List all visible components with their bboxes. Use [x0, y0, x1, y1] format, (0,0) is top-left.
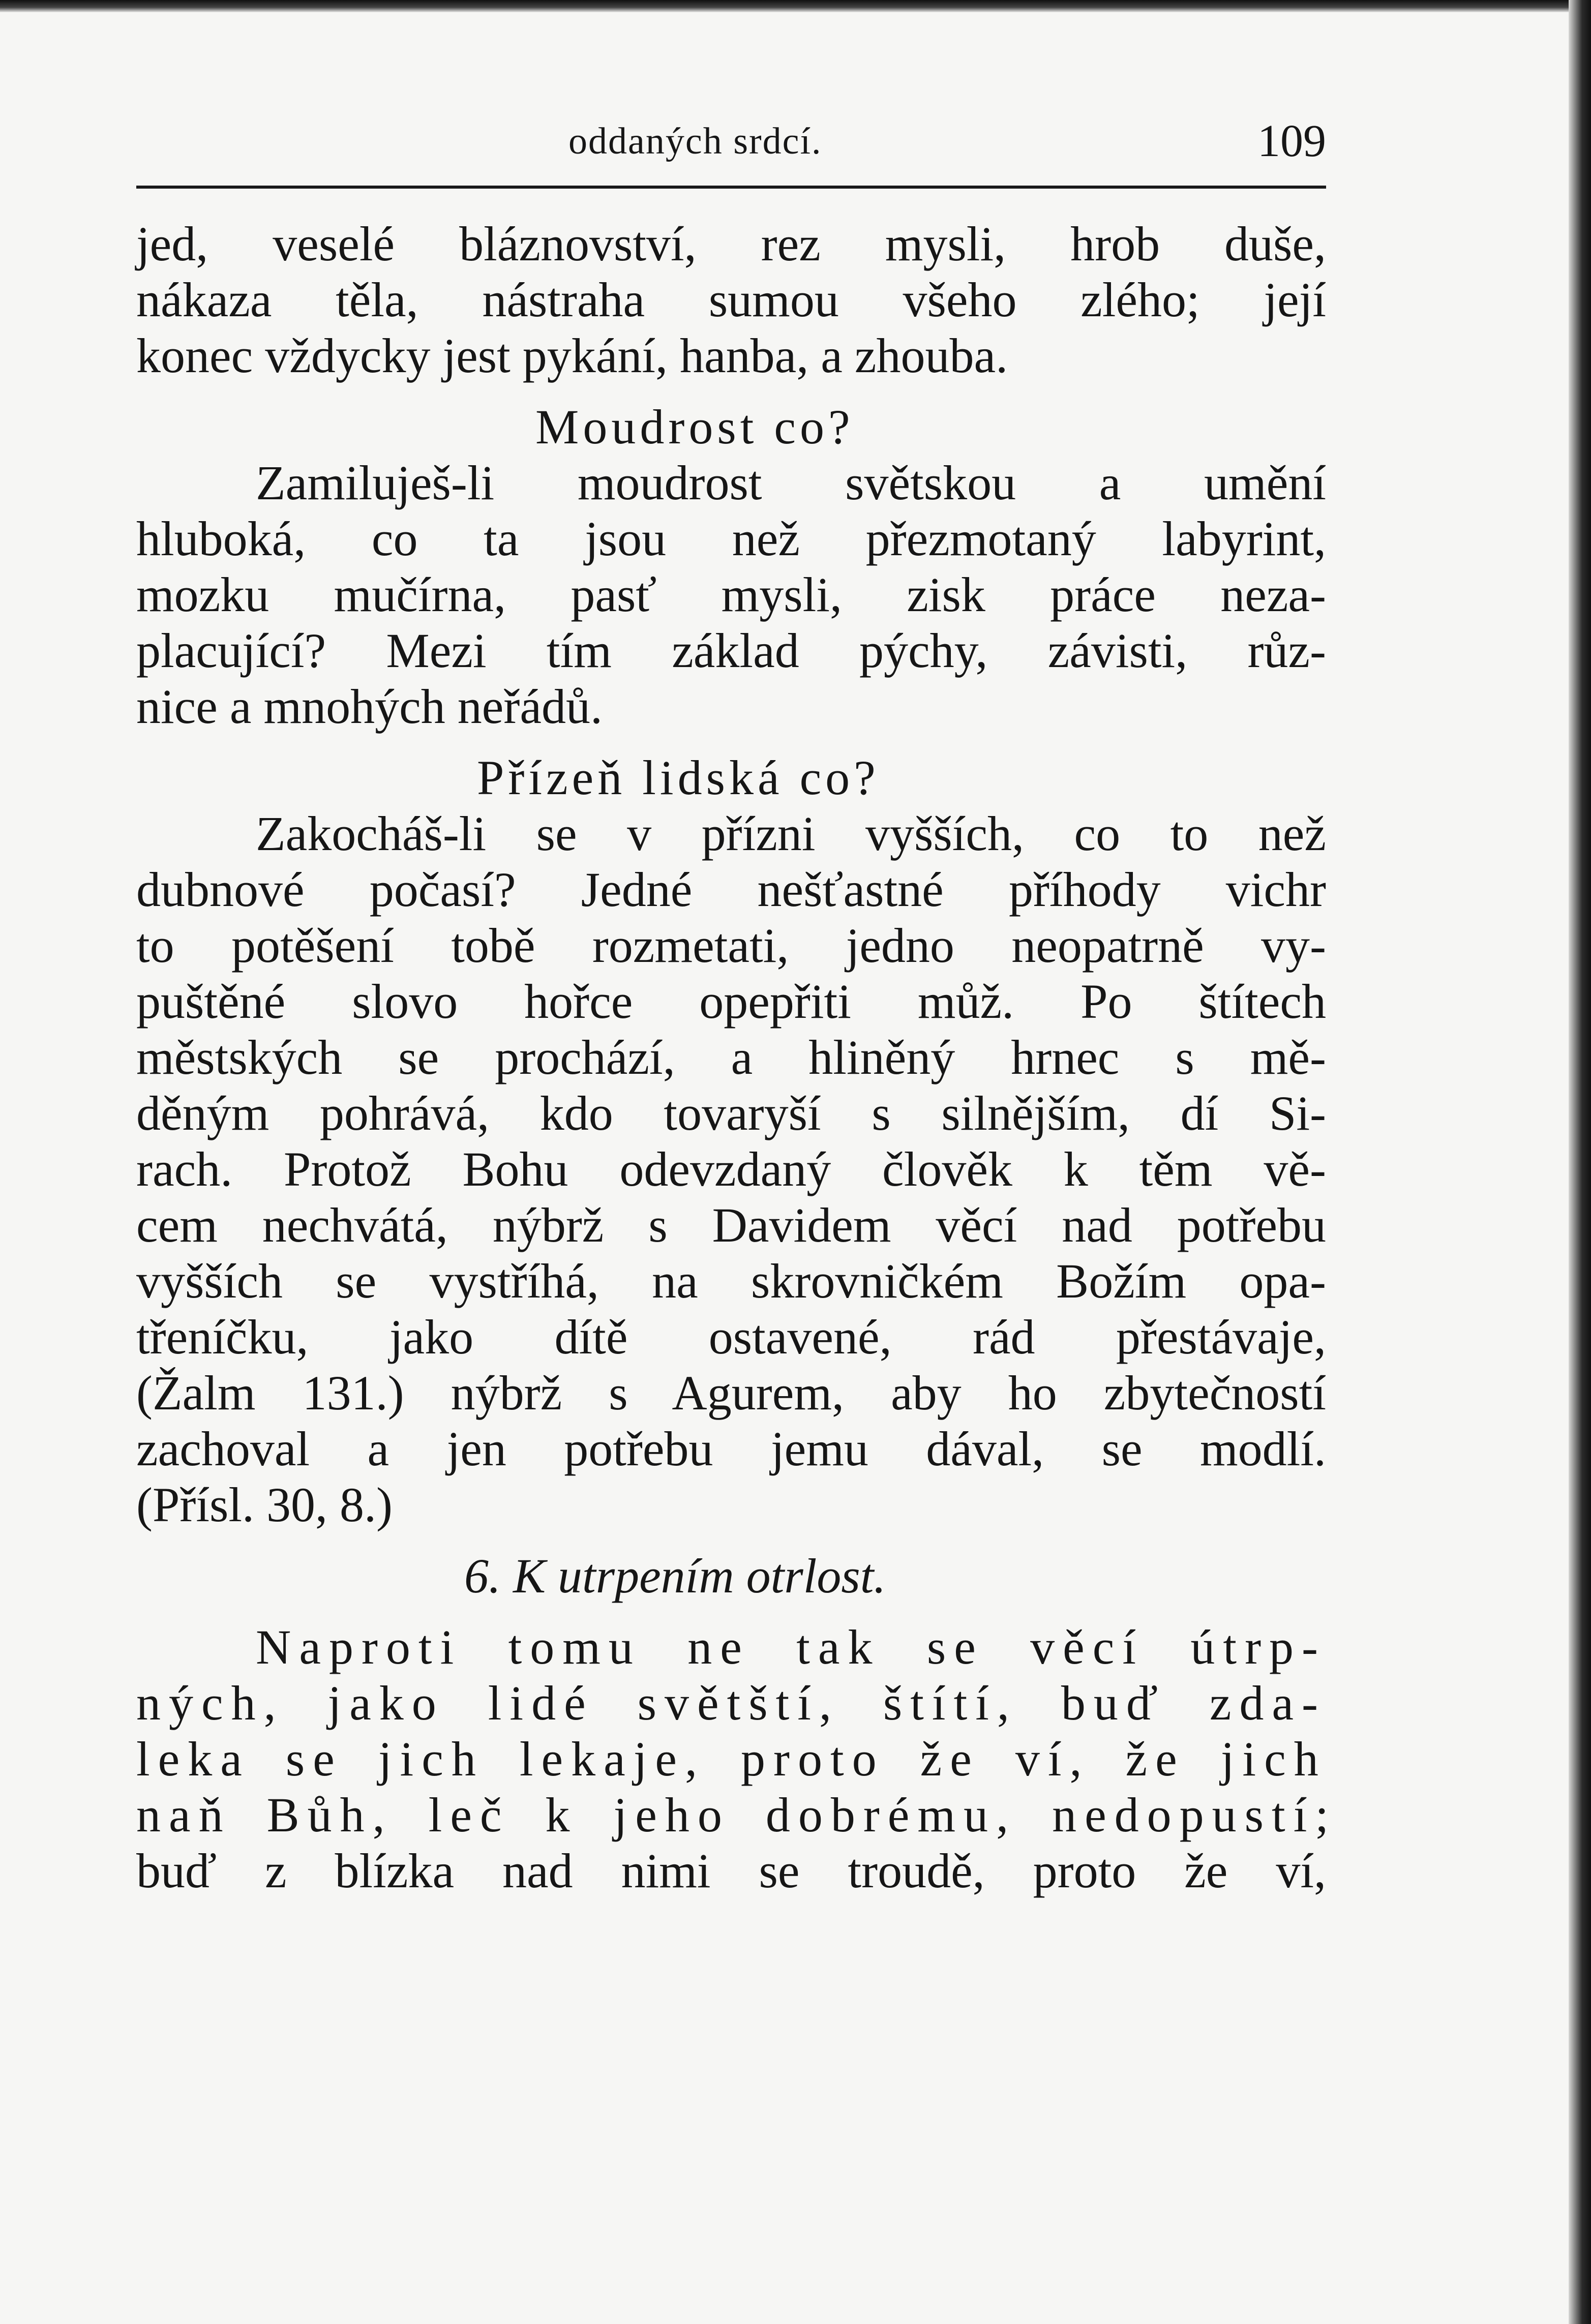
- text-line: to potěšení tobě rozmetati, jedno neopatrně vy-: [136, 918, 1326, 973]
- text-line: (Přísl. 30, 8.): [136, 1477, 393, 1532]
- chapter-heading-6: 6. K utrpením otrlost.: [464, 1549, 886, 1603]
- text-line: mozku mučírna, pasť mysli, zisk práce neza-: [136, 567, 1326, 622]
- running-head: oddaných srdcí.: [568, 120, 822, 162]
- text-line: Zamiluješ-li moudrost světskou a umění: [256, 456, 1326, 510]
- text-line: placující? Mezi tím základ pýchy, závisti, růz-: [136, 623, 1326, 678]
- text-line: třeníčku, jako dítě ostavené, rád přestávaje,: [136, 1310, 1326, 1364]
- text-line: zachoval a jen potřebu jemu dával, se modlí.: [136, 1422, 1326, 1476]
- text-line: vyšších se vystříhá, na skrovničkém Božím opa-: [136, 1254, 1326, 1308]
- section-heading-moudrost: Moudrost co?: [535, 400, 854, 454]
- text-line: (Žalm 131.) nýbrž s Agurem, aby ho zbytečností: [136, 1366, 1326, 1420]
- text-line: Zakocháš-li se v přízni vyšších, co to než: [256, 806, 1326, 861]
- header-rule: [136, 186, 1326, 189]
- text-line: nice a mnohých neřádů.: [136, 679, 603, 734]
- text-line: puštěné slovo hořce opepřiti můž. Po štítech: [136, 974, 1326, 1029]
- text-line: jed, veselé bláznovství, rez mysli, hrob duše,: [136, 217, 1326, 271]
- text-line: buď z blízka nad nimi se troudě, proto že ví,: [136, 1844, 1326, 1898]
- text-line: dubnové počasí? Jedné nešťastné příhody vichr: [136, 862, 1326, 917]
- scan-edge-top: [0, 0, 1591, 12]
- body-text: [136, 216, 1337, 1899]
- text-line: děným pohrává, kdo tovaryší s silnějším, dí Si-: [136, 1086, 1326, 1140]
- text-line: naň Bůh, leč k jeho dobrému, nedopustí;: [136, 1788, 1337, 1842]
- text-line: konec vždycky jest pykání, hanba, a zhouba.: [136, 328, 1008, 383]
- section-heading-prizen: Přízeň lidská co?: [477, 750, 880, 805]
- scan-edge-right: [1569, 0, 1591, 2324]
- page-header: [136, 111, 1326, 167]
- text-line: leka se jich lekaje, proto že ví, že jich: [136, 1732, 1327, 1786]
- text-line: Naproti tomu ne tak se věcí útrp-: [256, 1620, 1326, 1674]
- text-line: městských se prochází, a hliněný hrnec s mě-: [136, 1030, 1326, 1084]
- text-line: nákaza těla, nástraha sumou všeho zlého; její: [136, 273, 1326, 327]
- text-line: rach. Protož Bohu odevzdaný člověk k těm vě-: [136, 1142, 1326, 1196]
- text-line: ných, jako lidé světští, štítí, buď zda-: [136, 1676, 1326, 1730]
- text-line: hluboká, co ta jsou než přezmotaný labyrint,: [136, 511, 1326, 566]
- page-number: 109: [1257, 116, 1326, 166]
- text-line: cem nechvátá, nýbrž s Davidem věcí nad potřebu: [136, 1198, 1326, 1252]
